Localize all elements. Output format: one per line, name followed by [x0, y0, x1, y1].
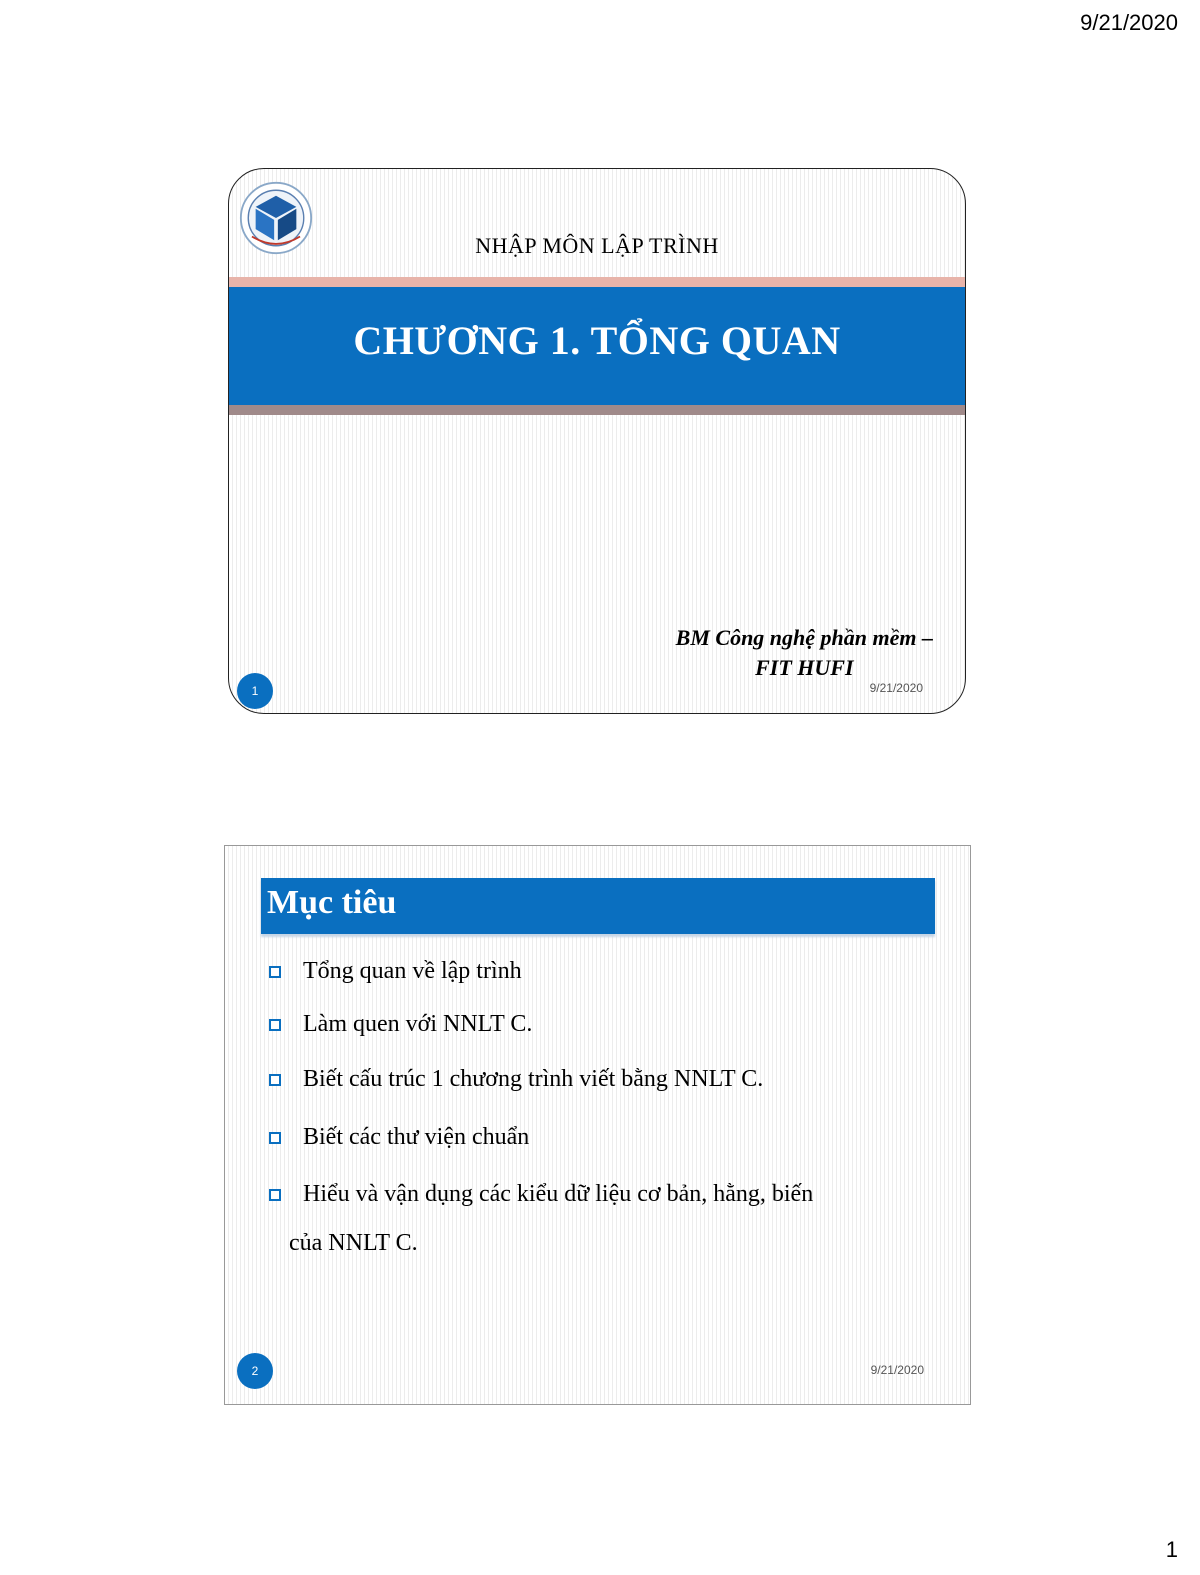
- square-bullet-icon: [269, 1189, 281, 1201]
- list-item-text: Hiểu và vận dụng các kiểu dữ liệu cơ bản, hằng, biến: [303, 1181, 814, 1207]
- list-item-text: Biết cấu trúc 1 chương trình viết bằng NNLT C.: [303, 1066, 764, 1092]
- slide-date: 9/21/2020: [869, 681, 923, 695]
- slide-date: 9/21/2020: [870, 1363, 924, 1377]
- heading-band: [261, 878, 935, 934]
- objectives-slide: [224, 845, 971, 1405]
- square-bullet-icon: [269, 1019, 281, 1031]
- list-item-text: Tổng quan về lập trình: [303, 958, 522, 984]
- square-bullet-icon: [269, 1132, 281, 1144]
- author-block: [676, 623, 933, 683]
- title-slide: [228, 168, 966, 714]
- author-line-2: FIT HUFI: [755, 655, 854, 680]
- list-item: [265, 1066, 945, 1093]
- slide-heading: Mục tiêu: [267, 884, 397, 921]
- list-item: [265, 1181, 945, 1257]
- page-number: 1: [1165, 1537, 1178, 1562]
- course-title: NHẬP MÔN LẬP TRÌNH: [475, 233, 719, 258]
- list-item: [265, 1124, 945, 1151]
- title-band: [229, 287, 965, 405]
- chapter-title: CHƯƠNG 1. TỔNG QUAN: [353, 318, 841, 363]
- gray-divider: [229, 405, 965, 415]
- square-bullet-icon: [269, 966, 281, 978]
- page-date: 9/21/2020: [1080, 10, 1178, 35]
- list-item: [265, 1011, 945, 1038]
- list-item-continuation: của NNLT C.: [289, 1230, 418, 1256]
- pink-divider: [229, 277, 965, 287]
- slide-number-badge: 2: [237, 1353, 273, 1389]
- author-line-1: BM Công nghệ phần mềm –: [675, 625, 933, 650]
- bullet-list: [265, 958, 945, 1257]
- list-item-text: Biết các thư viện chuẩn: [303, 1124, 530, 1150]
- list-item: [265, 958, 945, 985]
- slide-number-badge: 1: [237, 673, 273, 709]
- square-bullet-icon: [269, 1074, 281, 1086]
- list-item-text: Làm quen với NNLT C.: [303, 1011, 533, 1037]
